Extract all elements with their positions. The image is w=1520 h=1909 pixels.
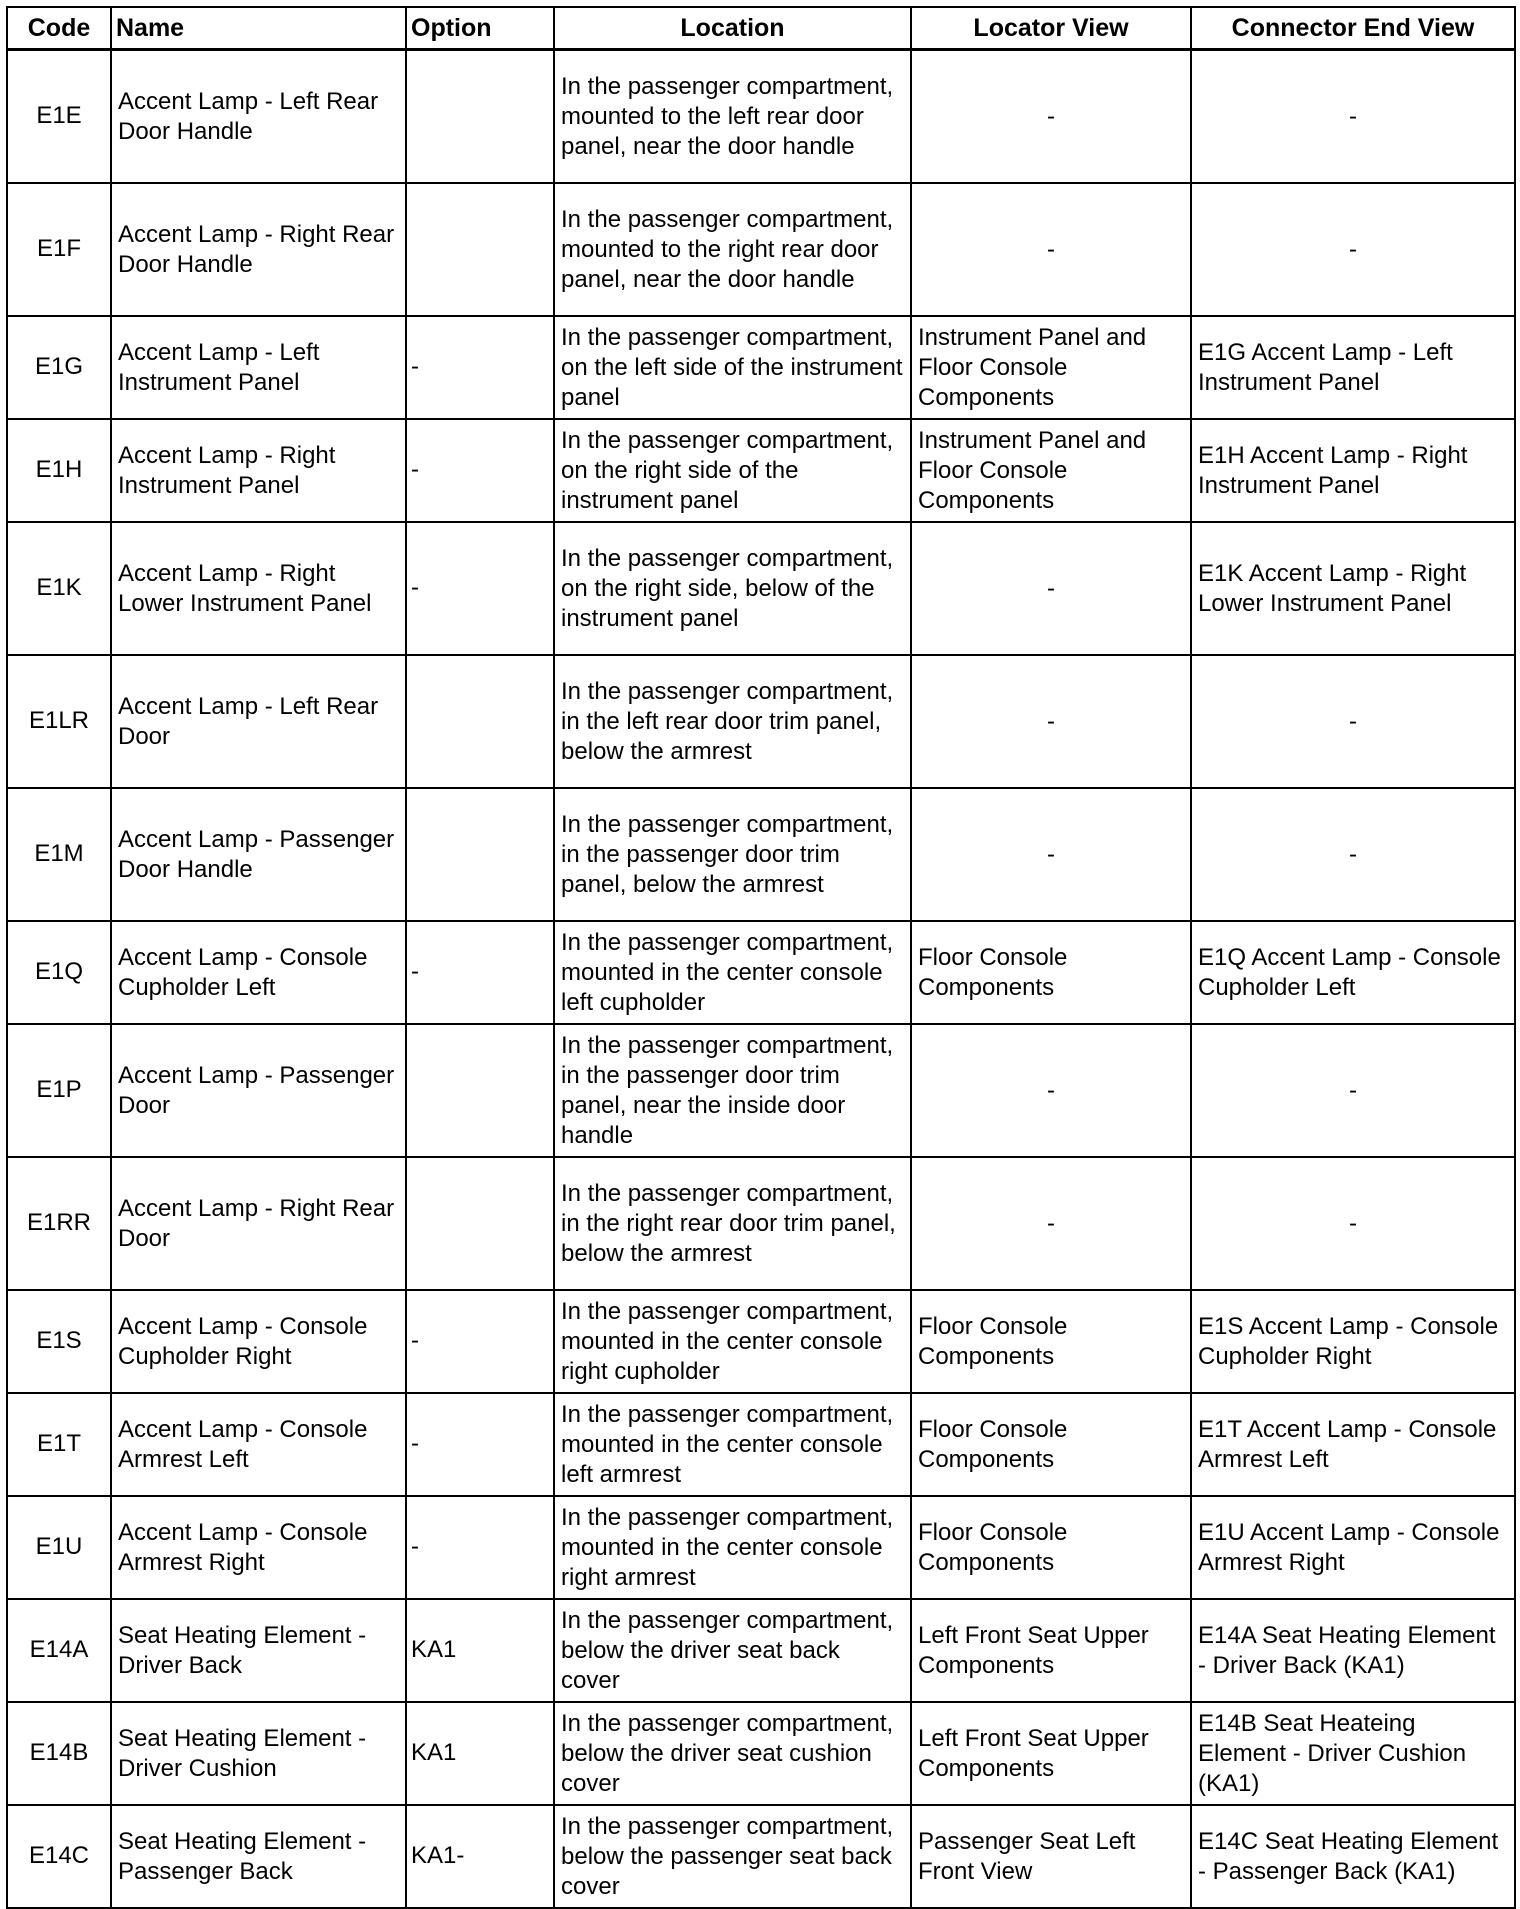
cell-option: KA1 — [406, 1702, 554, 1805]
table-row — [7, 1290, 1515, 1393]
cell-code: E14C — [7, 1805, 111, 1908]
cell-option: - — [406, 921, 554, 1024]
cell-locator-view: - — [911, 50, 1191, 183]
cell-location: In the passenger compartment, below the passenger seat back cover — [554, 1805, 911, 1908]
cell-connector-end-view: E1G Accent Lamp - Left Instrument Panel — [1191, 316, 1515, 419]
cell-location: In the passenger compartment, below the driver seat back cover — [554, 1599, 911, 1702]
cell-code: E14B — [7, 1702, 111, 1805]
cell-location: In the passenger compartment, mounted in the center console left cupholder — [554, 921, 911, 1024]
cell-locator-view: Instrument Panel and Floor Console Components — [911, 316, 1191, 419]
header-option: Option — [406, 7, 554, 50]
cell-location: In the passenger compartment, on the right side, below of the instrument panel — [554, 522, 911, 655]
cell-option — [406, 788, 554, 921]
cell-code: E1LR — [7, 655, 111, 788]
cell-name: Seat Heating Element - Passenger Back — [111, 1805, 406, 1908]
table-row — [7, 1024, 1515, 1157]
cell-connector-end-view: E1T Accent Lamp - Console Armrest Left — [1191, 1393, 1515, 1496]
table-row — [7, 788, 1515, 921]
cell-option: - — [406, 1496, 554, 1599]
cell-code: E1S — [7, 1290, 111, 1393]
cell-name: Accent Lamp - Right Instrument Panel — [111, 419, 406, 522]
cell-code: E1K — [7, 522, 111, 655]
cell-locator-view: - — [911, 1157, 1191, 1290]
cell-location: In the passenger compartment, in the left rear door trim panel, below the armrest — [554, 655, 911, 788]
cell-name: Accent Lamp - Left Instrument Panel — [111, 316, 406, 419]
cell-code: E1G — [7, 316, 111, 419]
cell-name: Accent Lamp - Left Rear Door — [111, 655, 406, 788]
table-row — [7, 1393, 1515, 1496]
cell-option: - — [406, 316, 554, 419]
cell-code: E14A — [7, 1599, 111, 1702]
cell-option: - — [406, 522, 554, 655]
header-locator-view: Locator View — [911, 7, 1191, 50]
cell-location: In the passenger compartment, in the right rear door trim panel, below the armrest — [554, 1157, 911, 1290]
cell-location: In the passenger compartment, in the passenger door trim panel, near the inside door handle — [554, 1024, 911, 1157]
cell-name: Accent Lamp - Passenger Door — [111, 1024, 406, 1157]
table-row — [7, 1157, 1515, 1290]
cell-option: KA1- — [406, 1805, 554, 1908]
cell-connector-end-view: - — [1191, 1157, 1515, 1290]
cell-code: E1E — [7, 50, 111, 183]
cell-connector-end-view: E1U Accent Lamp - Console Armrest Right — [1191, 1496, 1515, 1599]
cell-connector-end-view: E14C Seat Heating Element - Passenger Back (KA1) — [1191, 1805, 1515, 1908]
cell-connector-end-view: - — [1191, 50, 1515, 183]
table-row — [7, 50, 1515, 183]
cell-option: - — [406, 1393, 554, 1496]
cell-locator-view: Passenger Seat Left Front View — [911, 1805, 1191, 1908]
cell-connector-end-view: - — [1191, 1024, 1515, 1157]
cell-location: In the passenger compartment, on the right side of the instrument panel — [554, 419, 911, 522]
cell-code: E1T — [7, 1393, 111, 1496]
cell-connector-end-view: E1K Accent Lamp - Right Lower Instrument Panel — [1191, 522, 1515, 655]
table-row — [7, 1496, 1515, 1599]
header-connector-end-view: Connector End View — [1191, 7, 1515, 50]
cell-connector-end-view: E1S Accent Lamp - Console Cupholder Right — [1191, 1290, 1515, 1393]
cell-location: In the passenger compartment, mounted in the center console right cupholder — [554, 1290, 911, 1393]
cell-connector-end-view: - — [1191, 655, 1515, 788]
cell-name: Accent Lamp - Right Lower Instrument Panel — [111, 522, 406, 655]
cell-option — [406, 183, 554, 316]
cell-name: Accent Lamp - Passenger Door Handle — [111, 788, 406, 921]
table-row — [7, 1702, 1515, 1805]
cell-connector-end-view: E1H Accent Lamp - Right Instrument Panel — [1191, 419, 1515, 522]
cell-option — [406, 655, 554, 788]
cell-locator-view: - — [911, 1024, 1191, 1157]
header-code: Code — [7, 7, 111, 50]
cell-name: Accent Lamp - Right Rear Door Handle — [111, 183, 406, 316]
cell-option — [406, 50, 554, 183]
cell-location: In the passenger compartment, mounted to the left rear door panel, near the door handle — [554, 50, 911, 183]
cell-location: In the passenger compartment, mounted in the center console left armrest — [554, 1393, 911, 1496]
cell-connector-end-view: E14A Seat Heating Element - Driver Back (KA1) — [1191, 1599, 1515, 1702]
cell-locator-view: - — [911, 788, 1191, 921]
component-locator-table — [6, 6, 1516, 1909]
cell-code: E1P — [7, 1024, 111, 1157]
table-row — [7, 1599, 1515, 1702]
cell-connector-end-view: E14B Seat Heateing Element - Driver Cushion (KA1) — [1191, 1702, 1515, 1805]
cell-name: Accent Lamp - Right Rear Door — [111, 1157, 406, 1290]
cell-code: E1Q — [7, 921, 111, 1024]
cell-code: E1M — [7, 788, 111, 921]
header-row — [7, 7, 1515, 50]
cell-option: - — [406, 419, 554, 522]
cell-code: E1H — [7, 419, 111, 522]
cell-name: Accent Lamp - Console Cupholder Right — [111, 1290, 406, 1393]
cell-connector-end-view: - — [1191, 183, 1515, 316]
table-row — [7, 921, 1515, 1024]
cell-name: Seat Heating Element - Driver Back — [111, 1599, 406, 1702]
table-row — [7, 419, 1515, 522]
cell-location: In the passenger compartment, in the passenger door trim panel, below the armrest — [554, 788, 911, 921]
cell-option — [406, 1024, 554, 1157]
header-location: Location — [554, 7, 911, 50]
cell-connector-end-view: E1Q Accent Lamp - Console Cupholder Left — [1191, 921, 1515, 1024]
cell-connector-end-view: - — [1191, 788, 1515, 921]
cell-location: In the passenger compartment, mounted in the center console right armrest — [554, 1496, 911, 1599]
table-row — [7, 316, 1515, 419]
cell-locator-view: Floor Console Components — [911, 1290, 1191, 1393]
cell-name: Accent Lamp - Console Armrest Left — [111, 1393, 406, 1496]
table-row — [7, 1805, 1515, 1908]
cell-location: In the passenger compartment, mounted to the right rear door panel, near the door handle — [554, 183, 911, 316]
cell-locator-view: Floor Console Components — [911, 921, 1191, 1024]
header-name: Name — [111, 7, 406, 50]
cell-code: E1U — [7, 1496, 111, 1599]
cell-locator-view: Left Front Seat Upper Components — [911, 1702, 1191, 1805]
cell-locator-view: - — [911, 183, 1191, 316]
cell-locator-view: - — [911, 655, 1191, 788]
table-row — [7, 522, 1515, 655]
table-row — [7, 655, 1515, 788]
table-row — [7, 183, 1515, 316]
cell-locator-view: - — [911, 522, 1191, 655]
cell-location: In the passenger compartment, below the driver seat cushion cover — [554, 1702, 911, 1805]
cell-name: Seat Heating Element - Driver Cushion — [111, 1702, 406, 1805]
cell-name: Accent Lamp - Console Cupholder Left — [111, 921, 406, 1024]
cell-location: In the passenger compartment, on the left side of the instrument panel — [554, 316, 911, 419]
cell-locator-view: Floor Console Components — [911, 1393, 1191, 1496]
cell-locator-view: Left Front Seat Upper Components — [911, 1599, 1191, 1702]
cell-locator-view: Instrument Panel and Floor Console Components — [911, 419, 1191, 522]
cell-option — [406, 1157, 554, 1290]
cell-code: E1F — [7, 183, 111, 316]
cell-option: - — [406, 1290, 554, 1393]
cell-name: Accent Lamp - Left Rear Door Handle — [111, 50, 406, 183]
cell-code: E1RR — [7, 1157, 111, 1290]
cell-option: KA1 — [406, 1599, 554, 1702]
cell-locator-view: Floor Console Components — [911, 1496, 1191, 1599]
cell-name: Accent Lamp - Console Armrest Right — [111, 1496, 406, 1599]
